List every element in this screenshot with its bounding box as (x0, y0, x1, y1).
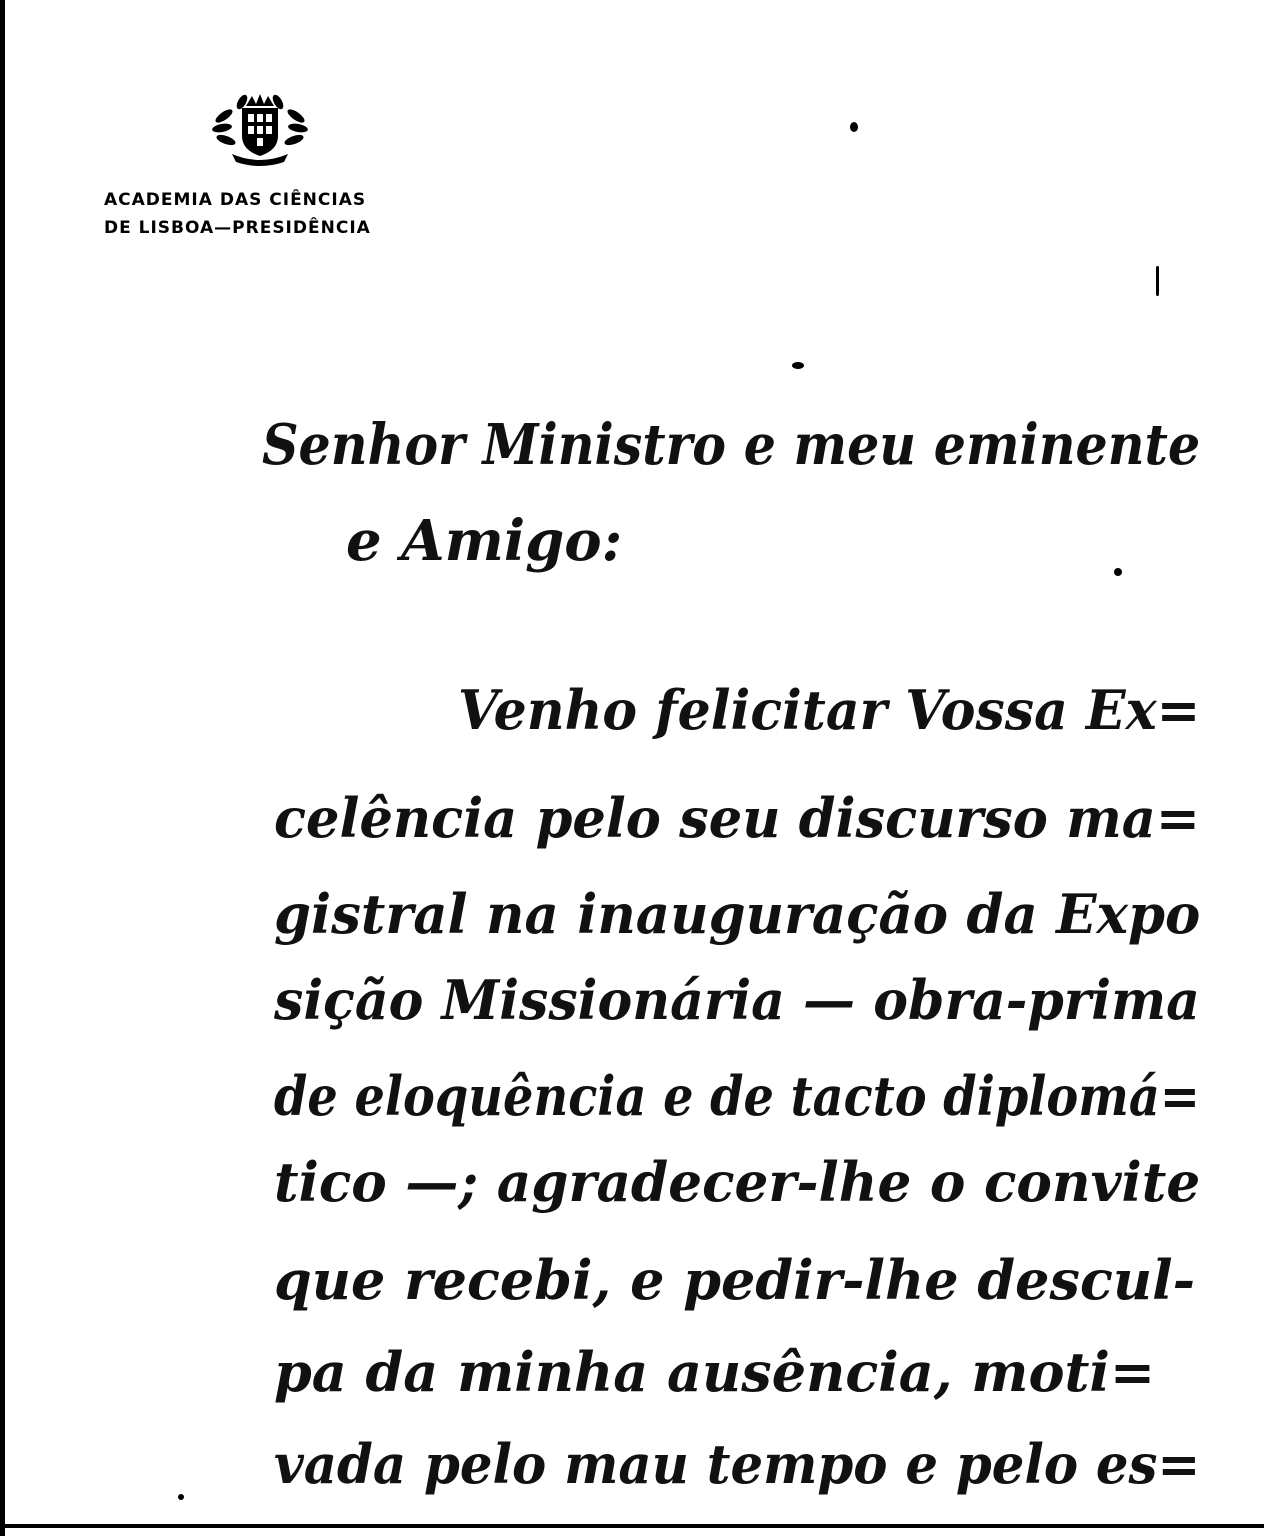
letterhead (104, 186, 371, 242)
academy-coat-of-arms-icon (212, 92, 308, 166)
ink-speck (792, 362, 804, 369)
body-line-6: tico —; agradecer-lhe o convite (274, 1150, 1201, 1214)
body-line-4: sição Missionária — obra-prima (274, 968, 1200, 1032)
ink-speck (1156, 266, 1159, 296)
ink-speck (850, 122, 858, 132)
page-bottom-border (0, 1524, 1264, 1528)
letterhead-line-1: ACADEMIA DAS CIÊNCIAS (104, 190, 367, 210)
body-line-3: gistral na inauguração da Expo (274, 882, 1201, 946)
ink-speck (178, 1494, 184, 1500)
body-line-7: que recebi, e pedir-lhe descul- (274, 1248, 1196, 1312)
page-left-border (0, 0, 5, 1536)
ink-speck (1114, 568, 1122, 576)
body-line-1: Venho felicitar Vossa Ex= (458, 678, 1201, 742)
salutation-line-1: Senhor Ministro e meu eminente (262, 412, 1201, 478)
body-line-8: pa da minha ausência, moti= (274, 1340, 1156, 1404)
body-line-2: celência pelo seu discurso ma= (274, 786, 1200, 850)
letterhead-line-2: DE LISBOA—PRESIDÊNCIA (104, 218, 371, 238)
salutation-line-2: e Amigo: (346, 508, 623, 574)
body-line-9: vada pelo mau tempo e pelo es= (274, 1432, 1201, 1496)
body-line-5: de eloquência e de tacto diplomá= (274, 1064, 1200, 1128)
